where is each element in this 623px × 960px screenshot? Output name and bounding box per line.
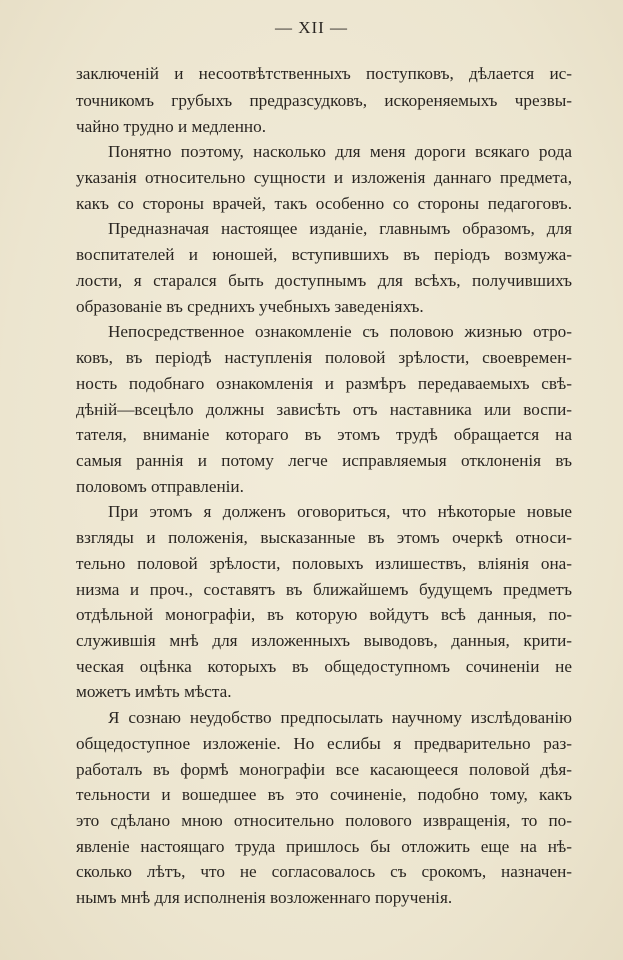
text-line: Я сознаю неудобство предпосылать научному изслѣдованію bbox=[108, 708, 572, 727]
page-number-header: — XII — bbox=[274, 18, 349, 37]
text-line: точникомъ грубыхъ предразсудковъ, искореняемыхъ чрезвы- bbox=[76, 91, 572, 110]
text-line: низма и проч., составятъ въ ближайшемъ будущемъ предметъ bbox=[76, 580, 572, 599]
text-line: ческая оцѣнка которыхъ въ общедоступномъ сочиненіи не bbox=[76, 657, 572, 676]
text-line: взгляды и положенія, высказанные въ этомъ очеркѣ относи- bbox=[76, 528, 572, 547]
text-line: можетъ имѣть мѣста. bbox=[76, 682, 232, 701]
text-line: сколько лѣтъ, что не согласовалось съ срокомъ, назначен- bbox=[76, 862, 572, 881]
text-line: Понятно поэтому, насколько для меня дороги всякаго рода bbox=[108, 142, 572, 161]
text-line: половомъ отправленіи. bbox=[76, 477, 244, 496]
text-line: воспитателей и юношей, вступившихъ въ періодъ возмужа- bbox=[76, 245, 572, 264]
text-line: тельно половой зрѣлости, половыхъ излишествъ, вліянія она- bbox=[76, 554, 572, 573]
text-line: Предназначая настоящее изданіе, главнымъ образомъ, для bbox=[108, 219, 572, 238]
text-line: тателя, вниманіе котораго въ этомъ трудѣ обращается на bbox=[76, 425, 572, 444]
text-line: ность подобнаго ознакомленія и размѣръ передаваемыхъ свѣ- bbox=[76, 374, 572, 393]
text-line: работалъ въ формѣ монографіи все касающееся половой дѣя- bbox=[76, 760, 572, 779]
text-line: отдѣльной монографіи, въ которую войдутъ всѣ данныя, по- bbox=[76, 605, 572, 624]
text-line: тельности и вошедшее въ это сочиненіе, подобно тому, какъ bbox=[76, 785, 572, 804]
text-line: Непосредственное ознакомленіе съ половою жизнью отро- bbox=[108, 322, 572, 341]
text-line: образованіе въ среднихъ учебныхъ заведеніяхъ. bbox=[76, 297, 424, 316]
text-line: нымъ мнѣ для исполненія возложеннаго порученія. bbox=[76, 888, 453, 907]
text-line: дѣній—всецѣло должны зависѣть отъ наставника или воспи- bbox=[76, 400, 572, 419]
text-line: заключеній и несоотвѣтственныхъ поступковъ, дѣлается ис- bbox=[76, 64, 572, 83]
text-line: ковъ, въ періодѣ наступленія половой зрѣлости, своевремен- bbox=[76, 348, 572, 367]
text-line: какъ со стороны врачей, такъ особенно со стороны педагоговъ. bbox=[76, 194, 572, 213]
text-line: самыя раннія и потому легче исправляемыя отклоненія въ bbox=[76, 451, 572, 470]
text-line: это сдѣлано мною относительно полового извращенія, то по- bbox=[76, 811, 572, 830]
text-line: лости, я старался быть доступнымъ для всѣхъ, получившихъ bbox=[76, 271, 572, 290]
text-line: При этомъ я долженъ оговориться, что нѣкоторые новые bbox=[108, 502, 572, 521]
text-line: указанія относительно сущности и изложенія даннаго предмета, bbox=[76, 168, 572, 187]
text-line: явленіе настоящаго труда пришлось бы отложить еще на нѣ- bbox=[76, 837, 572, 856]
text-line: общедоступное изложеніе. Но еслибы я предварительно раз- bbox=[76, 734, 572, 753]
text-line: служившія мнѣ для изложенныхъ выводовъ, данныя, крити- bbox=[76, 631, 572, 650]
text-line: чайно трудно и медленно. bbox=[76, 117, 267, 136]
